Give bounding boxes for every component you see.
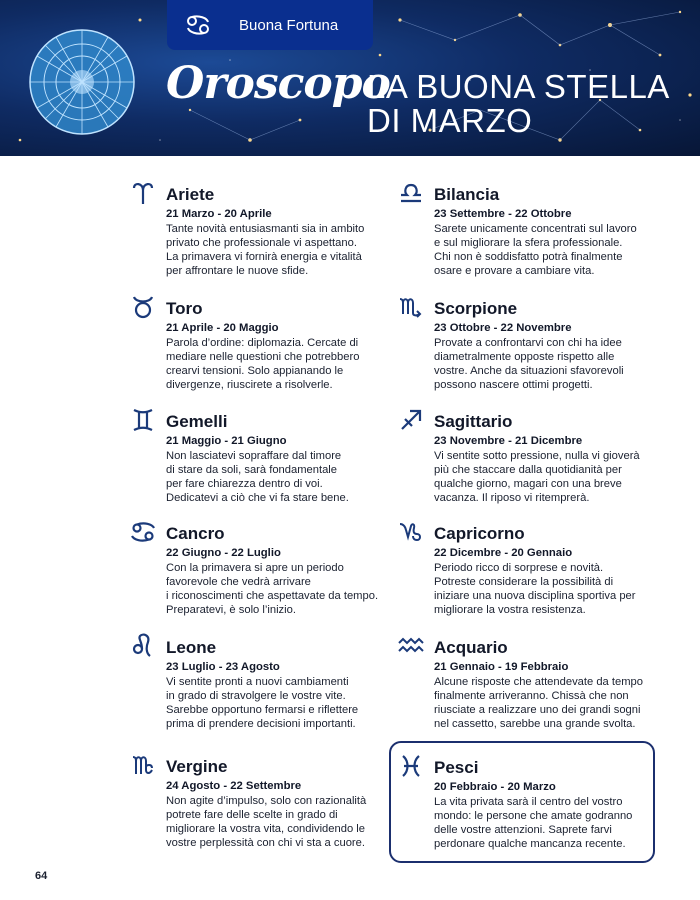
text-line: La vita privata sarà il centro del vostro [434,796,623,808]
text-line: migliorare la vostra resistenza. [434,604,586,616]
text-line: qualche giorno, magari con una breve [434,478,622,490]
text-line: Sarete unicamente concentrati sul lavoro [434,223,637,235]
sign-name: Gemelli [166,412,228,431]
text-line: vacanza. Il riposo vi ritemprerà. [434,492,590,504]
sign-vergine [166,756,402,850]
sign-dates: 21 Gennaio - 19 Febbraio [434,661,569,673]
sign-name: Pesci [434,758,479,777]
sign-text [434,336,670,392]
text-line: Vi sentite sotto pressione, nulla vi gioverà [434,450,640,462]
header-banner [0,0,700,156]
text-line: Sarebbe opportuno fermarsi e riflettere [166,704,359,716]
gemini-icon [130,407,156,433]
text-line: più che staccare dalla quotidianità per [434,464,622,476]
text-line: Non lasciatevi sopraffare dal timore [166,450,342,462]
sign-text [166,675,402,731]
scorpio-icon [398,294,424,320]
taurus-icon [130,294,156,320]
text-line: Non agite d’impulso, solo con razionalità [166,795,367,807]
sign-name: Scorpione [434,299,518,318]
sign-dates: 23 Novembre - 21 Dicembre [434,435,583,447]
sign-bilancia [434,184,670,278]
sign-name: Capricorno [434,524,525,543]
text-line: Potreste considerare la possibilità di [434,576,614,588]
sign-text [434,561,670,617]
sign-leone [166,637,402,731]
sign-scorpione [434,298,670,392]
sign-dates: 24 Agosto - 22 Settembre [166,780,302,792]
text-line: delle vostre attenzioni. Saprete farvi [434,824,612,836]
sign-name: Vergine [166,757,228,776]
text-line: Con la primavera si apre un periodo [166,562,344,574]
sign-text [166,449,402,505]
text-line: diametralmente opposte rispetto alle [434,351,615,363]
sign-name: Leone [166,638,217,657]
text-line: vostre. Anche da situazioni sfavorevoli [434,365,624,377]
text-line: potrete fare delle scelte in grado di [166,809,338,821]
text-line: favorevole che vedrà arrivare [166,576,311,588]
title-line-1: LA BUONA STELLA [367,68,670,105]
sign-sagittario [434,411,670,505]
category-tab[interactable] [167,0,373,50]
sign-name: Toro [166,299,203,318]
sign-dates: 23 Settembre - 22 Ottobre [434,208,572,220]
text-line: e sul migliorare la sfera professionale. [434,237,623,249]
sign-name: Cancro [166,524,225,543]
sign-text [166,222,402,278]
text-line: Chi non è soddisfatto potrà finalmente [434,251,623,263]
text-line: Vi sentite pronti a nuovi cambiamenti [166,676,349,688]
leo-icon [130,633,156,659]
text-line: Dedicatevi a ciò che vi fa stare bene. [166,492,349,504]
sign-dates: 22 Dicembre - 20 Gennaio [434,547,573,559]
zodiac-wheel-icon [28,28,136,136]
text-line: finalmente arriveranno. Chissà che non [434,690,629,702]
sign-text [434,675,670,731]
sign-name: Bilancia [434,185,500,204]
text-line: riusciate a realizzare uno dei grandi sogni [434,704,641,716]
sign-name: Ariete [166,185,215,204]
text-line: per fare chiarezza dentro di voi. [166,478,323,490]
sign-dates: 23 Ottobre - 22 Novembre [434,322,572,334]
text-line: osare e provare a cambiare vita. [434,265,595,277]
text-line: perdonare qualche mancanza recente. [434,838,626,850]
sign-text [166,794,402,850]
category-label: Buona Fortuna [239,16,339,34]
sign-text [434,449,670,505]
text-line: divergenze, riuscirete a risolverle. [166,379,333,391]
text-line: privato che professionale vi aspettano. [166,237,357,249]
sign-text [166,336,402,392]
text-line: Preparatevi, è solo l’inizio. [166,604,296,616]
sign-acquario [434,637,670,731]
sign-dates: 20 Febbraio - 20 Marzo [434,781,556,793]
text-line: migliorare la vostra vita, condividendo le [166,823,365,835]
text-line: Alcune risposte che attendevate da tempo [434,676,643,688]
sign-pesci [434,757,670,851]
sign-gemelli [166,411,402,505]
page-title [367,70,670,138]
text-line: prima di prendere decisioni importanti. [166,718,356,730]
cancer-symbol-icon [167,14,229,36]
text-line: per affrontare le nuove sfide. [166,265,309,277]
sign-dates: 21 Aprile - 20 Maggio [166,322,279,334]
capricorn-icon [398,519,424,545]
sign-name: Sagittario [434,412,513,431]
sign-ariete [166,184,402,278]
sign-dates: 22 Giugno - 22 Luglio [166,547,281,559]
text-line: nel cassetto, sarebbe una grande svolta. [434,718,636,730]
sign-capricorno [434,523,670,617]
text-line: possono nascere ottimi progetti. [434,379,593,391]
aquarius-icon [398,633,424,659]
sign-name: Acquario [434,638,508,657]
text-line: mondo: le persone che amate godranno [434,810,633,822]
page-number: 64 [35,870,48,882]
sign-dates: 21 Marzo - 20 Aprile [166,208,272,220]
text-line: Periodo ricco di sorprese e novità. [434,562,604,574]
sign-toro [166,298,402,392]
cancer-icon [130,519,156,545]
sign-text [434,222,670,278]
virgo-icon [130,752,156,778]
sign-text [434,795,670,851]
text-line: iniziare una nuova disciplina sportiva per [434,590,636,602]
pisces-icon [398,753,424,779]
text-line: di stare da soli, sarà fondamentale [166,464,338,476]
sign-cancro [166,523,402,617]
script-title: Oroscopo [166,58,390,109]
text-line: crearvi tensioni. Solo appianando le [166,365,344,377]
title-line-2: DI MARZO [367,102,533,139]
libra-icon [398,180,424,206]
sign-dates: 21 Maggio - 21 Giugno [166,435,287,447]
sign-text [166,561,402,617]
text-line: in grado di stravolgere le vostre vite. [166,690,346,702]
text-line: Tante novità entusiasmanti sia in ambito [166,223,365,235]
text-line: Provate a confrontarvi con chi ha idee [434,337,622,349]
text-line: mediare nelle questioni che potrebbero [166,351,360,363]
text-line: i riconoscimenti che aspettavate da tempo. [166,590,379,602]
sagittarius-icon [398,407,424,433]
text-line: vostre perplessità con chi vi sta a cuore. [166,837,365,849]
text-line: Parola d’ordine: diplomazia. Cercate di [166,337,359,349]
text-line: La primavera vi fornirà energia e vitalità [166,251,362,263]
sign-dates: 23 Luglio - 23 Agosto [166,661,280,673]
aries-icon [130,180,156,206]
